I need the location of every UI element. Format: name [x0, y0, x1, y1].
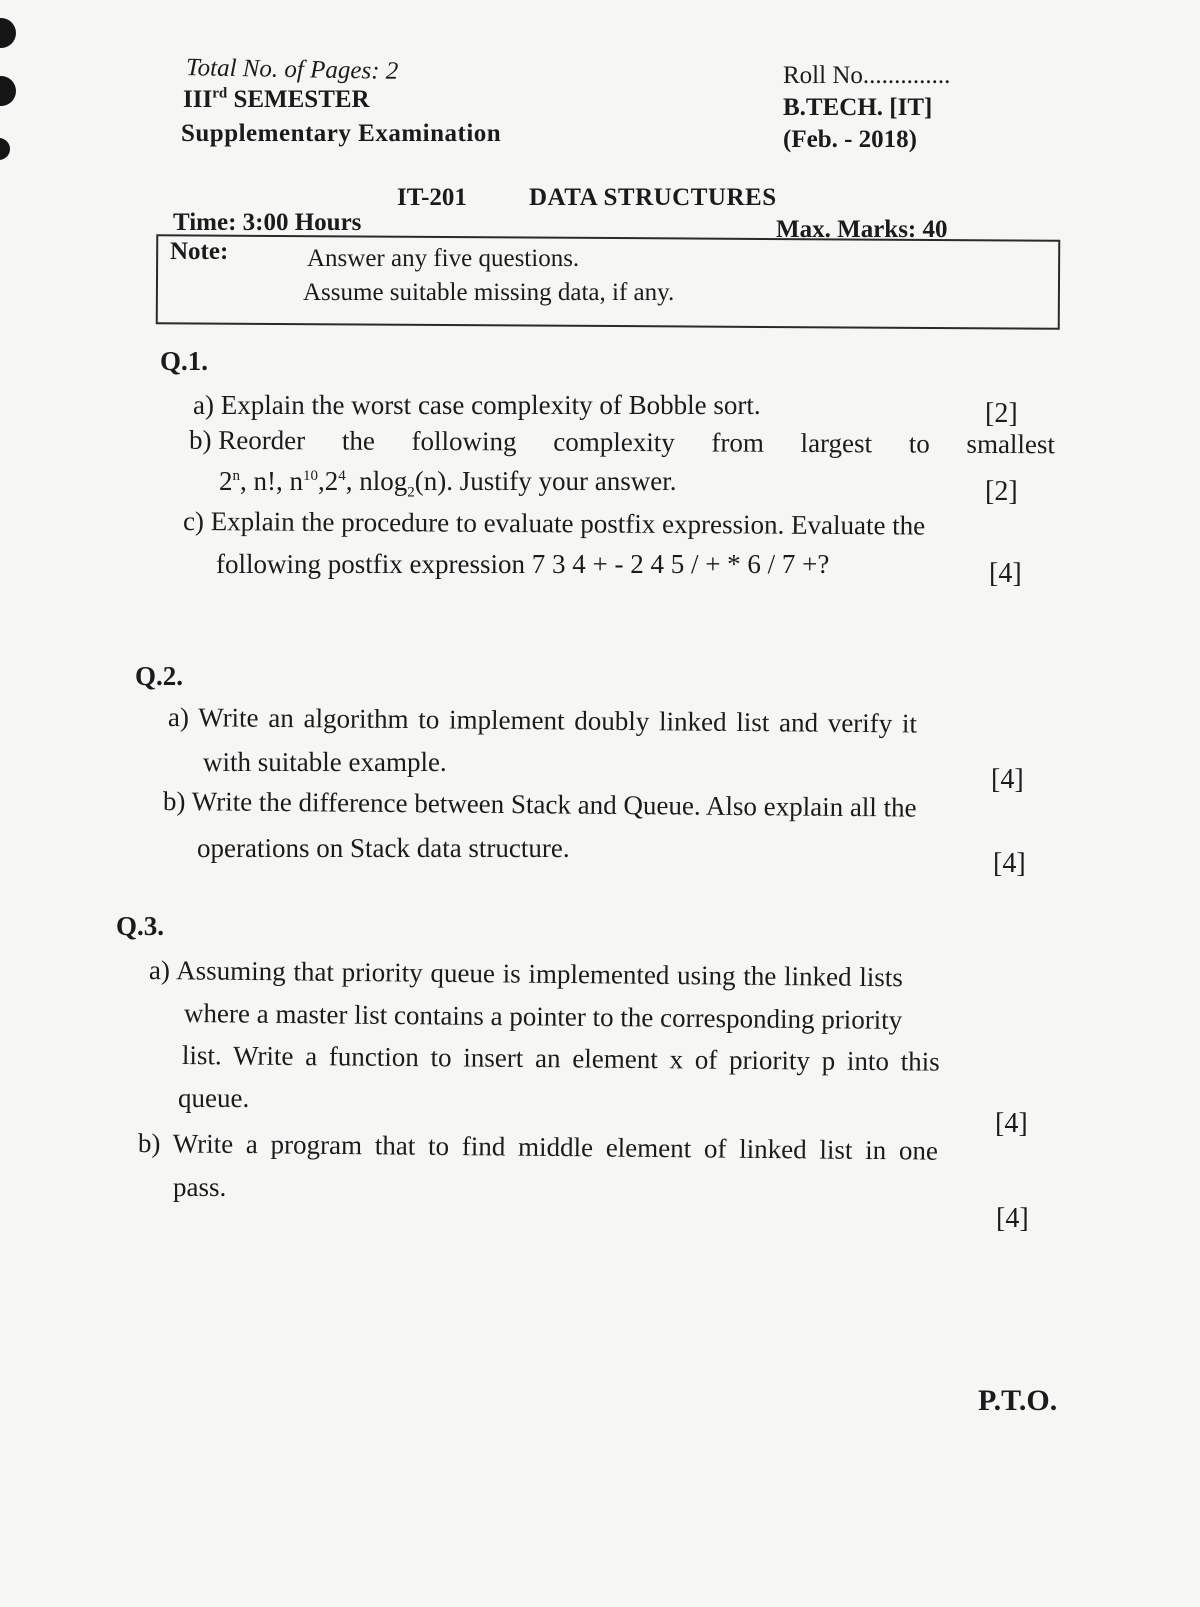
semester-number: III [183, 86, 213, 113]
q1-b-expr: , nlog [345, 466, 408, 496]
q1-part-c-marks: [4] [989, 558, 1022, 589]
program: B.TECH. [IT] [783, 94, 933, 121]
q1-b-expr: , n!, n [240, 466, 303, 496]
q3-part-a-marks: [4] [995, 1108, 1028, 1139]
q1-part-a-marks: [2] [985, 398, 1018, 429]
q1-b-word: b) Reorder [188, 424, 306, 456]
question-2-label: Q.2. [135, 661, 184, 691]
q3-part-b-line-2: pass. [173, 1172, 227, 1202]
q1-b-word: the [341, 425, 375, 456]
q1-b-word: to [908, 428, 930, 459]
course-code: IT-201 [397, 184, 467, 211]
q1-b-expr: ,2 [318, 466, 339, 496]
question-1-label: Q.1. [160, 346, 209, 376]
total-pages: Total No. of Pages: 2 [185, 54, 399, 85]
q1-b-word: smallest [966, 428, 1056, 460]
q3-part-a-line-4: queue. [178, 1083, 250, 1113]
q1-b-word: following [411, 425, 517, 457]
note-line-2: Assume suitable missing data, if any. [303, 279, 675, 306]
q3-part-a-line-3: list. Write a function to insert an element x of priority p into this [181, 1040, 940, 1077]
q1-b-expr: (n). Justify your answer. [414, 466, 677, 496]
q1-part-b-line-1 [189, 425, 1055, 461]
q1-part-c-line-1: c) Explain the procedure to evaluate postfix expression. Evaluate the [182, 506, 926, 541]
q1-part-b-line-2 [219, 466, 677, 501]
semester-sup: rd [212, 85, 228, 102]
course-title: DATA STRUCTURES [529, 184, 777, 211]
note-label: Note: [170, 238, 229, 265]
q2-part-a-line-1: a) Write an algorithm to implement doubly linked list and verify it [167, 702, 918, 739]
q1-part-b-marks: [2] [985, 476, 1018, 507]
roll-number: Roll No.............. [783, 62, 951, 89]
q3-part-b-marks: [4] [996, 1203, 1029, 1234]
q2-part-a-line-2: with suitable example. [203, 747, 447, 777]
exam-time: Time: 3:00 Hours [173, 209, 362, 236]
q1-b-word: complexity [553, 426, 675, 458]
q1-b-word: from [711, 427, 765, 458]
punch-hole-top [0, 18, 16, 48]
q1-b-sup: n [232, 468, 240, 484]
session: (Feb. - 2018) [783, 126, 917, 153]
q2-part-b-marks: [4] [993, 848, 1026, 879]
q2-part-b-line-1: b) Write the difference between Stack and Queue. Also explain all the [162, 786, 917, 823]
semester-label: SEMESTER [227, 86, 370, 113]
punch-hole-middle [0, 76, 16, 106]
max-marks: Max. Marks: 40 [776, 216, 948, 243]
q1-b-sub: 2 [407, 484, 415, 501]
please-turn-over: P.T.O. [978, 1384, 1058, 1417]
note-line-1: Answer any five questions. [307, 245, 580, 272]
question-3-label: Q.3. [116, 911, 165, 941]
semester [183, 86, 370, 114]
q1-part-c-line-2: following postfix expression 7 3 4 + - 2 4 5 / + * 6 / 7 +? [216, 549, 830, 579]
q1-b-sup: 4 [338, 468, 346, 484]
exam-type: Supplementary Examination [181, 120, 502, 147]
q1-b-word: largest [800, 427, 873, 459]
q2-part-a-marks: [4] [991, 764, 1024, 795]
q1-b-sup: 10 [303, 468, 318, 484]
q3-part-a-line-1: a) Assuming that priority queue is implemented using the linked lists [148, 955, 904, 993]
q1-part-a: a) Explain the worst case complexity of Bobble sort. [193, 390, 761, 420]
q1-b-expr: 2 [219, 466, 233, 496]
q2-part-b-line-2: operations on Stack data structure. [197, 833, 570, 863]
q3-part-a-line-2: where a master list contains a pointer to the corresponding priority [183, 998, 903, 1035]
q3-part-b-line-1: b) Write a program that to find middle element of linked list in one [137, 1128, 939, 1166]
punch-hole-bottom [0, 138, 10, 160]
